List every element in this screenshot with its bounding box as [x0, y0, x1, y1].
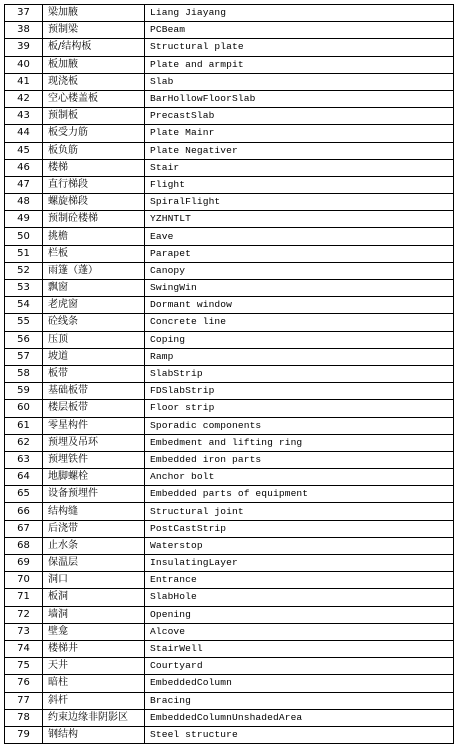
- row-number-cell: 79: [5, 726, 43, 743]
- english-term-cell: YZHNTLT: [145, 211, 454, 228]
- chinese-term-cell: 地脚螺栓: [43, 469, 145, 486]
- english-term-cell: BarHollowFloorSlab: [145, 90, 454, 107]
- row-number-cell: 38: [5, 22, 43, 39]
- row-number-cell: 49: [5, 211, 43, 228]
- table-row: [5, 331, 454, 348]
- english-term-cell: Floor strip: [145, 400, 454, 417]
- table-row: [5, 606, 454, 623]
- row-number-cell: 46: [5, 159, 43, 176]
- row-number-cell: 71: [5, 589, 43, 606]
- chinese-term-cell: 墙洞: [43, 606, 145, 623]
- chinese-term-cell: 预制梁: [43, 22, 145, 39]
- chinese-term-cell: 直行梯段: [43, 176, 145, 193]
- table-row: [5, 348, 454, 365]
- row-number-cell: 51: [5, 245, 43, 262]
- english-term-cell: PostCastStrip: [145, 520, 454, 537]
- chinese-term-cell: 止水条: [43, 537, 145, 554]
- table-row: [5, 658, 454, 675]
- chinese-term-cell: 空心楼盖板: [43, 90, 145, 107]
- chinese-term-cell: 雨篷（蓬）: [43, 262, 145, 279]
- row-number-cell: 48: [5, 194, 43, 211]
- table-row: [5, 262, 454, 279]
- chinese-term-cell: 壁龛: [43, 623, 145, 640]
- row-number-cell: 68: [5, 537, 43, 554]
- row-number-cell: 66: [5, 503, 43, 520]
- row-number-cell: 72: [5, 606, 43, 623]
- chinese-term-cell: 板受力筋: [43, 125, 145, 142]
- table-row: [5, 520, 454, 537]
- english-term-cell: Ramp: [145, 348, 454, 365]
- english-term-cell: Embedded iron parts: [145, 451, 454, 468]
- row-number-cell: 52: [5, 262, 43, 279]
- english-term-cell: Embedment and lifting ring: [145, 434, 454, 451]
- english-term-cell: Anchor bolt: [145, 469, 454, 486]
- chinese-term-cell: 预埋铁件: [43, 451, 145, 468]
- english-term-cell: PCBeam: [145, 22, 454, 39]
- english-term-cell: Concrete line: [145, 314, 454, 331]
- table-row: [5, 400, 454, 417]
- row-number-cell: 59: [5, 383, 43, 400]
- chinese-term-cell: 楼梯: [43, 159, 145, 176]
- table-row: [5, 675, 454, 692]
- english-term-cell: Waterstop: [145, 537, 454, 554]
- table-row: [5, 555, 454, 572]
- english-term-cell: Parapet: [145, 245, 454, 262]
- english-term-cell: Courtyard: [145, 658, 454, 675]
- table-row: [5, 73, 454, 90]
- row-number-cell: 67: [5, 520, 43, 537]
- table-row: [5, 22, 454, 39]
- table-row: [5, 572, 454, 589]
- table-row: [5, 503, 454, 520]
- table-row: [5, 297, 454, 314]
- table-row: [5, 589, 454, 606]
- table-row: [5, 314, 454, 331]
- english-term-cell: Plate Mainr: [145, 125, 454, 142]
- english-term-cell: Opening: [145, 606, 454, 623]
- table-row: [5, 39, 454, 56]
- table-row: [5, 176, 454, 193]
- chinese-term-cell: 保温层: [43, 555, 145, 572]
- chinese-term-cell: 螺旋梯段: [43, 194, 145, 211]
- table-row: [5, 125, 454, 142]
- row-number-cell: 54: [5, 297, 43, 314]
- table-row: [5, 211, 454, 228]
- chinese-term-cell: 后浇带: [43, 520, 145, 537]
- table-row: [5, 537, 454, 554]
- table-row: [5, 365, 454, 382]
- row-number-cell: 61: [5, 417, 43, 434]
- chinese-term-cell: 约束边缘非阴影区: [43, 709, 145, 726]
- table-row: [5, 5, 454, 22]
- table-row: [5, 228, 454, 245]
- table-row: [5, 640, 454, 657]
- english-term-cell: Flight: [145, 176, 454, 193]
- row-number-cell: 41: [5, 73, 43, 90]
- table-row: [5, 709, 454, 726]
- row-number-cell: 55: [5, 314, 43, 331]
- chinese-term-cell: 预制板: [43, 108, 145, 125]
- row-number-cell: 77: [5, 692, 43, 709]
- table-row: [5, 486, 454, 503]
- chinese-term-cell: 坡道: [43, 348, 145, 365]
- table-row: [5, 623, 454, 640]
- table-row: [5, 280, 454, 297]
- chinese-term-cell: 板洞: [43, 589, 145, 606]
- english-term-cell: Coping: [145, 331, 454, 348]
- english-term-cell: Slab: [145, 73, 454, 90]
- table-row: [5, 245, 454, 262]
- row-number-cell: 39: [5, 39, 43, 56]
- row-number-cell: 73: [5, 623, 43, 640]
- table-body: [5, 5, 454, 744]
- english-term-cell: Eave: [145, 228, 454, 245]
- row-number-cell: 62: [5, 434, 43, 451]
- row-number-cell: 57: [5, 348, 43, 365]
- chinese-term-cell: 设备预埋件: [43, 486, 145, 503]
- row-number-cell: 56: [5, 331, 43, 348]
- english-term-cell: InsulatingLayer: [145, 555, 454, 572]
- english-term-cell: Plate Negativer: [145, 142, 454, 159]
- row-number-cell: 65: [5, 486, 43, 503]
- english-term-cell: Structural joint: [145, 503, 454, 520]
- english-term-cell: Bracing: [145, 692, 454, 709]
- english-term-cell: SlabHole: [145, 589, 454, 606]
- table-row: [5, 142, 454, 159]
- row-number-cell: 53: [5, 280, 43, 297]
- table-row: [5, 417, 454, 434]
- english-term-cell: Entrance: [145, 572, 454, 589]
- chinese-term-cell: 斜杆: [43, 692, 145, 709]
- row-number-cell: 64: [5, 469, 43, 486]
- chinese-term-cell: 砼线条: [43, 314, 145, 331]
- chinese-term-cell: 楼梯井: [43, 640, 145, 657]
- table-row: [5, 434, 454, 451]
- english-term-cell: Liang Jiayang: [145, 5, 454, 22]
- chinese-term-cell: 预埋及吊环: [43, 434, 145, 451]
- english-term-cell: Sporadic components: [145, 417, 454, 434]
- table-row: [5, 383, 454, 400]
- english-term-cell: EmbeddedColumn: [145, 675, 454, 692]
- english-term-cell: SpiralFlight: [145, 194, 454, 211]
- english-term-cell: EmbeddedColumnUnshadedArea: [145, 709, 454, 726]
- chinese-term-cell: 零星构件: [43, 417, 145, 434]
- english-term-cell: SlabStrip: [145, 365, 454, 382]
- english-term-cell: Dormant window: [145, 297, 454, 314]
- table-row: [5, 56, 454, 73]
- table-row: [5, 159, 454, 176]
- row-number-cell: 37: [5, 5, 43, 22]
- row-number-cell: 78: [5, 709, 43, 726]
- row-number-cell: 75: [5, 658, 43, 675]
- english-term-cell: Structural plate: [145, 39, 454, 56]
- chinese-term-cell: 飘窗: [43, 280, 145, 297]
- english-term-cell: SwingWin: [145, 280, 454, 297]
- chinese-term-cell: 板加腋: [43, 56, 145, 73]
- row-number-cell: 40: [5, 56, 43, 73]
- chinese-term-cell: 暗柱: [43, 675, 145, 692]
- chinese-term-cell: 梁加腋: [43, 5, 145, 22]
- chinese-term-cell: 板带: [43, 365, 145, 382]
- chinese-term-cell: 楼层板带: [43, 400, 145, 417]
- chinese-term-cell: 钢结构: [43, 726, 145, 743]
- chinese-term-cell: 老虎窗: [43, 297, 145, 314]
- english-term-cell: Stair: [145, 159, 454, 176]
- table-row: [5, 108, 454, 125]
- row-number-cell: 58: [5, 365, 43, 382]
- row-number-cell: 60: [5, 400, 43, 417]
- english-term-cell: Alcove: [145, 623, 454, 640]
- chinese-term-cell: 栏板: [43, 245, 145, 262]
- english-term-cell: Embedded parts of equipment: [145, 486, 454, 503]
- table-row: [5, 726, 454, 743]
- row-number-cell: 76: [5, 675, 43, 692]
- table-row: [5, 469, 454, 486]
- english-term-cell: PrecastSlab: [145, 108, 454, 125]
- chinese-term-cell: 挑檐: [43, 228, 145, 245]
- row-number-cell: 42: [5, 90, 43, 107]
- table-row: [5, 451, 454, 468]
- component-name-table: [4, 4, 454, 744]
- row-number-cell: 45: [5, 142, 43, 159]
- chinese-term-cell: 预制砼楼梯: [43, 211, 145, 228]
- chinese-term-cell: 现浇板: [43, 73, 145, 90]
- chinese-term-cell: 板/结构板: [43, 39, 145, 56]
- chinese-term-cell: 洞口: [43, 572, 145, 589]
- row-number-cell: 47: [5, 176, 43, 193]
- english-term-cell: Plate and armpit: [145, 56, 454, 73]
- table-row: [5, 90, 454, 107]
- row-number-cell: 50: [5, 228, 43, 245]
- english-term-cell: FDSlabStrip: [145, 383, 454, 400]
- chinese-term-cell: 结构缝: [43, 503, 145, 520]
- english-term-cell: StairWell: [145, 640, 454, 657]
- row-number-cell: 69: [5, 555, 43, 572]
- chinese-term-cell: 基础板带: [43, 383, 145, 400]
- table-row: [5, 692, 454, 709]
- english-term-cell: Steel structure: [145, 726, 454, 743]
- row-number-cell: 43: [5, 108, 43, 125]
- row-number-cell: 70: [5, 572, 43, 589]
- row-number-cell: 44: [5, 125, 43, 142]
- table-row: [5, 194, 454, 211]
- chinese-term-cell: 板负筋: [43, 142, 145, 159]
- row-number-cell: 74: [5, 640, 43, 657]
- english-term-cell: Canopy: [145, 262, 454, 279]
- chinese-term-cell: 天井: [43, 658, 145, 675]
- chinese-term-cell: 压顶: [43, 331, 145, 348]
- row-number-cell: 63: [5, 451, 43, 468]
